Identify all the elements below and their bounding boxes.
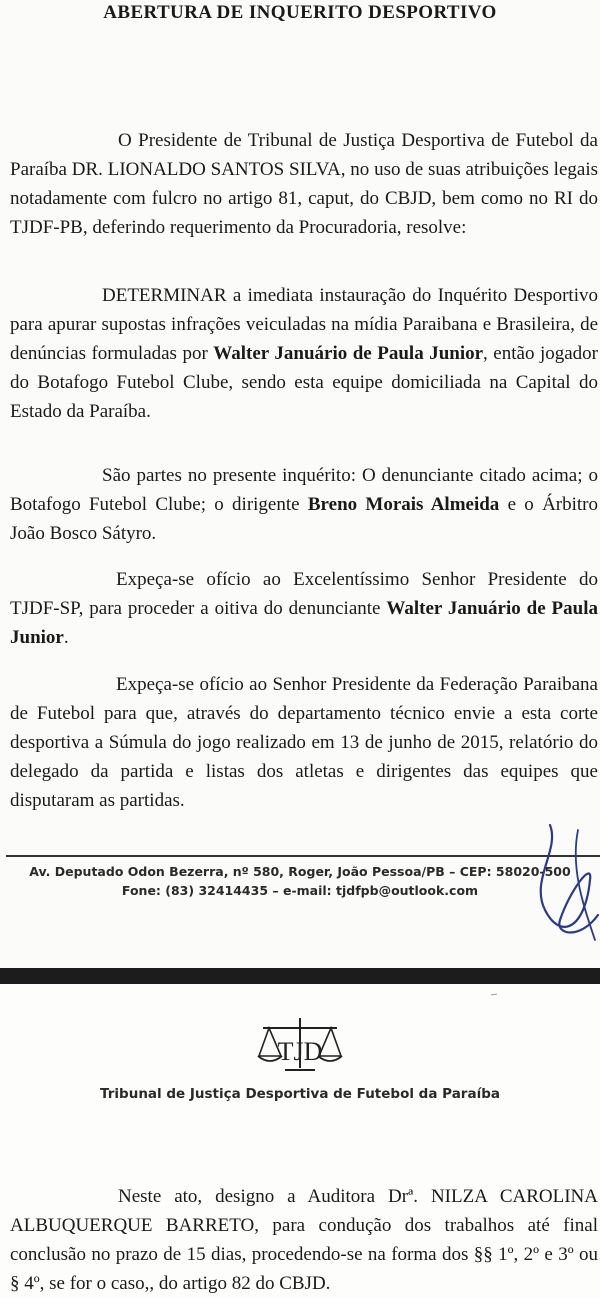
paragraph-text: O Presidente de Tribunal de Justiça Desportiva de Futebol da Paraíba DR. LIONALDO SANTOS SILVA, no uso de suas atribuições legais notadamente com fulcro no artigo 81, caput, do CBJD, bem como no RI do TJDF-PB, deferindo requerimento da Procuradoria, resolve:	[10, 130, 598, 238]
document-page-2	[0, 984, 600, 1299]
document-title: ABERTURA DE INQUERITO DESPORTIVO	[103, 2, 497, 23]
paragraph-parties	[10, 461, 598, 548]
paragraph-text: Neste ato, designo a Auditora Drª. NILZA CAROLINA ALBUQUERQUE BARRETO, para condução dos trabalhos até final conclusão no prazo de 15 dias, procedendo-se na forma dos §§ 1º, 2º e 3º ou § 4º, se for o caso,, do artigo 82 do CBJD.	[10, 1186, 598, 1294]
logo-letters: TJD	[277, 1037, 323, 1066]
paragraph-text: , então jogador do Botafogo Futebol Clube, sendo esta equipe domiciliada na Capital do Estado da Paraíba.	[10, 343, 598, 422]
paragraph-text: São partes no presente inquérito: O denunciante citado acima; o Botafogo Futebol Clube; o dirigente	[10, 465, 598, 515]
director-name: Breno Morais Almeida	[307, 494, 500, 515]
court-name: Tribunal de Justiça Desportiva de Futebol da Paraíba	[100, 1086, 500, 1102]
paragraph-text: .	[63, 627, 69, 648]
footer-contact: Fone: (83) 32414435 – e-mail: tjdfpb@outlook.com	[121, 883, 479, 898]
paragraph-president-resolution	[10, 126, 598, 242]
paragraph-designation	[10, 1182, 598, 1298]
paragraph-text: e o Árbitro João Bosco Sátyro.	[10, 494, 598, 544]
footer-address: Av. Deputado Odon Bezerra, nº 580, Roger, João Pessoa/PB – CEP: 58020-500	[29, 864, 571, 879]
signature-mark	[490, 820, 600, 950]
scan-speck	[490, 992, 498, 998]
paragraph-text: Expeça-se ofício ao Senhor Presidente da Federação Paraibana de Futebol para que, através do departamento técnico envie a esta corte desportiva a Súmula do jogo realizado em 13 de junho de 2015, relatório do delegado da partida e listas dos atletas e dirigentes das equipes que disputaram as partidas.	[10, 674, 598, 811]
paragraph-official-letter-2	[10, 670, 598, 815]
paragraph-official-letter-1	[10, 565, 598, 652]
complainant-name: Walter Januário de Paula Junior	[10, 598, 598, 648]
paragraph-text: Expeça-se ofício ao Excelentíssimo Senhor Presidente do TJDF-SP, para proceder a oitiva do denunciante	[10, 569, 598, 619]
complainant-name: Walter Januário de Paula Junior	[213, 343, 484, 364]
paragraph-determination	[10, 281, 598, 426]
page-separator	[0, 968, 600, 984]
paragraph-text: DETERMINAR a imediata instauração do Inquérito Desportivo para apurar supostas infrações veiculadas na mídia Paraibana e Brasileira, de denúncias formuladas por	[10, 285, 598, 364]
scales-of-justice-icon	[255, 1016, 345, 1072]
